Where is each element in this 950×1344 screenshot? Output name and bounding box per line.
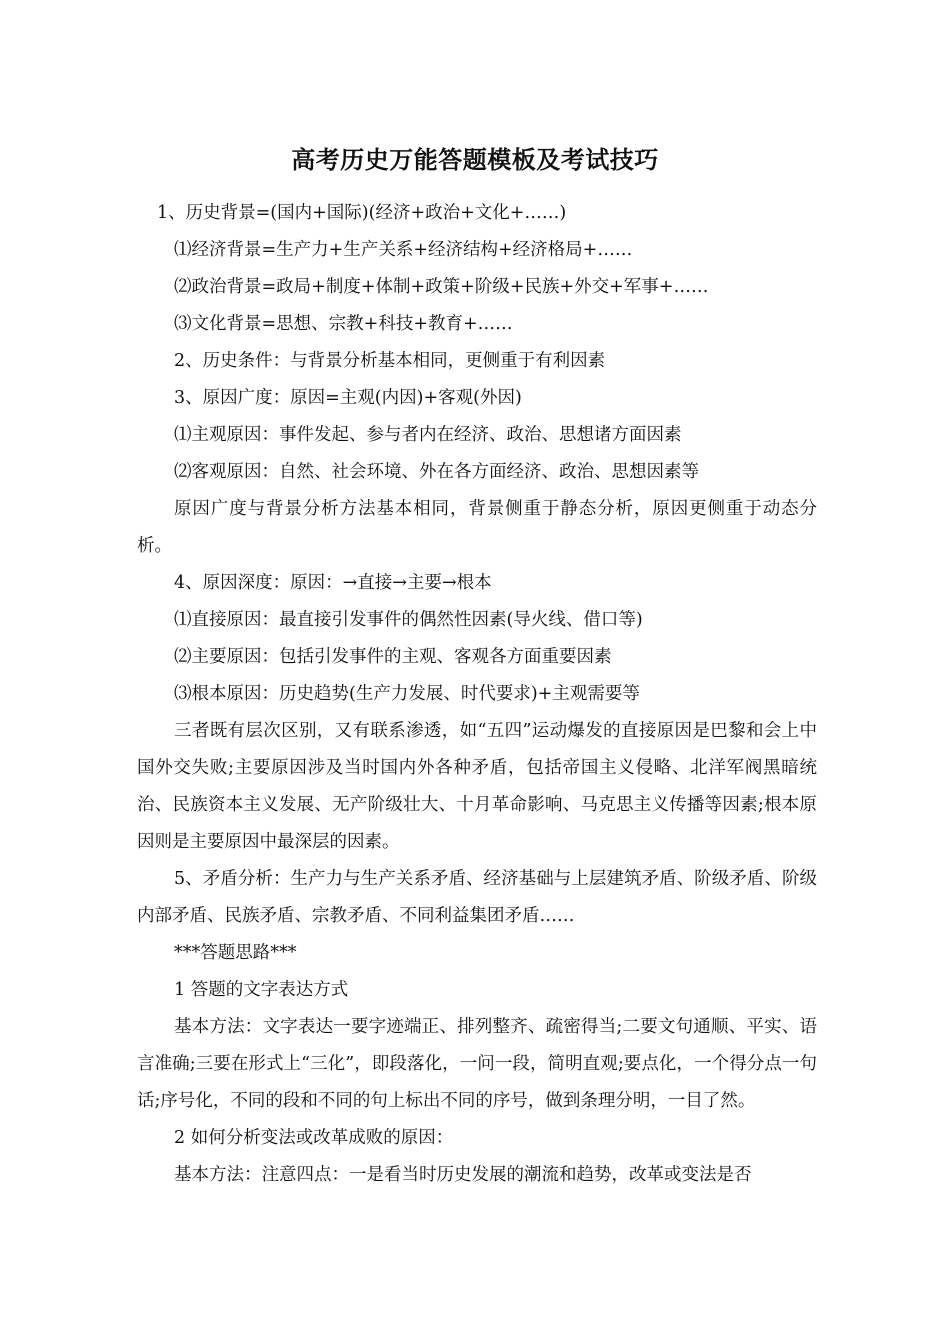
document-body (137, 195, 817, 1194)
paragraph-main-cause: ⑵主要原因：包括引发事件的主观、客观各方面重要因素 (174, 647, 612, 667)
document-title: 高考历史万能答题模板及考试技巧 (291, 145, 659, 174)
paragraph-cause-depth: 4、原因深度：原因：→直接→主要→根本 (174, 573, 492, 593)
paragraph-history-background: 1、历史背景=(国内+国际)(经济+政治+文化+……) (157, 203, 567, 223)
paragraph-direct-cause: ⑴直接原因：最直接引发事件的偶然性因素(导火线、借口等) (174, 610, 643, 630)
paragraph-expression-heading: 1 答题的文字表达方式 (174, 980, 349, 1000)
paragraph-cultural-background: ⑶文化背景=思想、宗教+科技+教育+…… (174, 314, 513, 334)
paragraph-breadth-vs-background: 原因广度与背景分析方法基本相同，背景侧重于静态分析，原因更侧重于动态分析。 (137, 499, 817, 556)
paragraph-root-cause: ⑶根本原因：历史趋势(生产力发展、时代要求)+主观需要等 (174, 684, 640, 704)
paragraph-reform-heading: 2 如何分析变法或改革成败的原因： (174, 1128, 454, 1148)
paragraph-historical-conditions: 2、历史条件：与背景分析基本相同，更侧重于有利因素 (174, 351, 606, 371)
paragraph-cause-breadth: 3、原因广度：原因=主观(内因)+客观(外因) (174, 388, 522, 408)
paragraph-expression-method: 基本方法：文字表达一要字迹端正、排列整齐、疏密得当;二要文句通顺、平实、语言准确;三要在形式上“三化”，即段落化，一问一段，简明直观;要点化，一个得分点一句话;序号化，不同的段和不同的句上标出不同的序号，做到条理分明，一目了然。 (137, 1017, 817, 1111)
paragraph-contradiction-analysis: 5、矛盾分析：生产力与生产关系矛盾、经济基础与上层建筑矛盾、阶级矛盾、阶级内部矛盾、民族矛盾、宗教矛盾、不同利益集团矛盾…… (137, 869, 817, 926)
paragraph-economic-background: ⑴经济背景=生产力+生产关系+经济结构+经济格局+…… (174, 240, 633, 260)
paragraph-objective-cause: ⑵客观原因：自然、社会环境、外在各方面经济、政治、思想因素等 (174, 462, 699, 482)
paragraph-reform-method: 基本方法：注意四点：一是看当时历史发展的潮流和趋势，改革或变法是否 (174, 1165, 752, 1185)
paragraph-subjective-cause: ⑴主观原因：事件发起、参与者内在经济、政治、思想诸方面因素 (174, 425, 682, 445)
paragraph-three-levels-example: 三者既有层次区别，又有联系渗透，如“五四”运动爆发的直接原因是巴黎和会上中国外交失败;主要原因涉及当时国内外各种矛盾，包括帝国主义侵略、北洋军阀黑暗统治、民族资本主义发展、无产阶级壮大、十月革命影响、马克思主义传播等因素;根本原因则是主要原因中最深层的因素。 (137, 721, 817, 852)
paragraph-answer-approach-heading: ***答题思路*** (174, 943, 297, 963)
paragraph-political-background: ⑵政治背景=政局+制度+体制+政策+阶级+民族+外交+军事+…… (174, 277, 709, 297)
